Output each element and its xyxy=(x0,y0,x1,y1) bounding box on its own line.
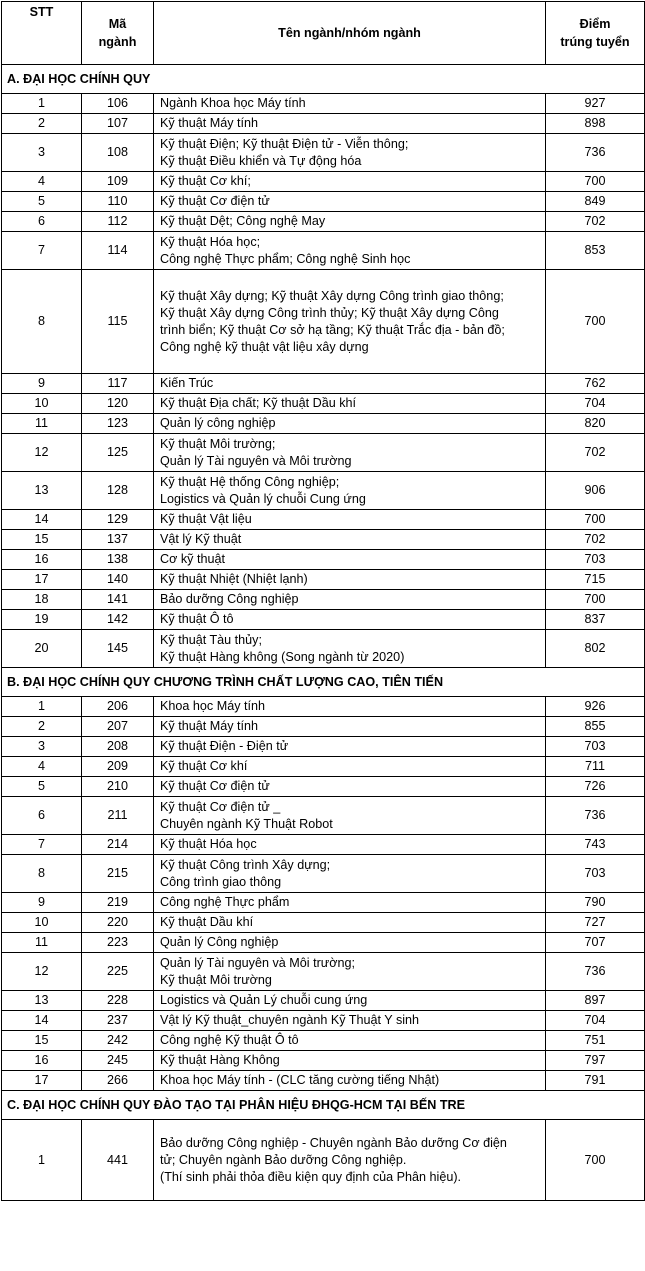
cell-major-name xyxy=(154,134,546,172)
major-name-line: Bảo dưỡng Công nghiệp xyxy=(160,592,299,606)
table-row xyxy=(2,394,645,414)
cell-score: 703 xyxy=(546,855,645,893)
cell-score: 898 xyxy=(546,114,645,134)
cell-major-name xyxy=(154,737,546,757)
cell-major-code: 117 xyxy=(82,374,154,394)
header-major-name: Tên ngành/nhóm ngành xyxy=(154,2,546,65)
major-name-line: Quản lý Tài nguyên và Môi trường; xyxy=(160,955,355,970)
table-row xyxy=(2,232,645,270)
table-row xyxy=(2,835,645,855)
cell-stt: 11 xyxy=(2,414,82,434)
cell-major-code: 110 xyxy=(82,192,154,212)
cell-major-code: 245 xyxy=(82,1051,154,1071)
major-name-line: Kỹ thuật Hóa học; xyxy=(160,234,261,249)
cell-major-code: 211 xyxy=(82,797,154,835)
major-name-line: Kỹ thuật Hệ thống Công nghiệp; xyxy=(160,474,340,489)
table-row xyxy=(2,114,645,134)
cell-score: 702 xyxy=(546,530,645,550)
cell-major-code: 114 xyxy=(82,232,154,270)
cell-major-code: 106 xyxy=(82,94,154,114)
table-row xyxy=(2,414,645,434)
cell-stt: 2 xyxy=(2,114,82,134)
table-row xyxy=(2,212,645,232)
table-row xyxy=(2,530,645,550)
cell-stt: 4 xyxy=(2,757,82,777)
cell-stt: 7 xyxy=(2,232,82,270)
cell-major-code: 207 xyxy=(82,717,154,737)
cell-score: 820 xyxy=(546,414,645,434)
cell-major-code: 441 xyxy=(82,1120,154,1201)
cell-major-name xyxy=(154,797,546,835)
cell-score: 715 xyxy=(546,570,645,590)
cell-score: 700 xyxy=(546,270,645,374)
cell-major-code: 266 xyxy=(82,1071,154,1091)
cell-major-name xyxy=(154,1011,546,1031)
cell-major-code: 223 xyxy=(82,933,154,953)
cell-score: 736 xyxy=(546,953,645,991)
cell-stt: 18 xyxy=(2,590,82,610)
major-name-line: Kỹ thuật Nhiệt (Nhiệt lạnh) xyxy=(160,572,308,586)
cell-stt: 5 xyxy=(2,192,82,212)
cell-score: 855 xyxy=(546,717,645,737)
major-name-line: Công nghệ kỹ thuật vật liệu xây dựng xyxy=(160,339,369,354)
cell-score: 797 xyxy=(546,1051,645,1071)
cell-major-name xyxy=(154,855,546,893)
cell-major-code: 128 xyxy=(82,472,154,510)
cell-stt: 2 xyxy=(2,717,82,737)
cell-stt: 9 xyxy=(2,374,82,394)
header-score-line: trúng tuyển xyxy=(560,35,630,49)
cell-stt: 15 xyxy=(2,1031,82,1051)
cell-stt: 10 xyxy=(2,913,82,933)
cell-major-code: 125 xyxy=(82,434,154,472)
table-row xyxy=(2,953,645,991)
cell-major-name xyxy=(154,777,546,797)
table-row xyxy=(2,1071,645,1091)
cell-major-name xyxy=(154,913,546,933)
major-name-line: Kỹ thuật Vật liệu xyxy=(160,512,252,526)
cell-major-code: 225 xyxy=(82,953,154,991)
cell-major-name xyxy=(154,212,546,232)
major-name-line: Công nghệ Thực phẩm xyxy=(160,895,290,909)
major-name-line: Kỹ thuật Ô tô xyxy=(160,612,234,626)
cell-major-name xyxy=(154,570,546,590)
cell-score: 751 xyxy=(546,1031,645,1051)
table-header-row xyxy=(2,2,645,65)
table-row xyxy=(2,1011,645,1031)
major-name-line: Cơ kỹ thuật xyxy=(160,552,225,566)
cell-major-code: 208 xyxy=(82,737,154,757)
cell-major-code: 109 xyxy=(82,172,154,192)
table-row xyxy=(2,777,645,797)
major-name-line: Chuyên ngành Kỹ Thuật Robot xyxy=(160,816,333,831)
cell-major-name xyxy=(154,1051,546,1071)
major-name-line: Công nghệ Thực phẩm; Công nghệ Sinh học xyxy=(160,251,411,266)
cell-score: 853 xyxy=(546,232,645,270)
cell-major-code: 215 xyxy=(82,855,154,893)
cell-major-name xyxy=(154,510,546,530)
cell-stt: 13 xyxy=(2,472,82,510)
cell-score: 703 xyxy=(546,737,645,757)
major-name-line: Logistics và Quản lý chuỗi Cung ứng xyxy=(160,491,366,506)
cell-stt: 7 xyxy=(2,835,82,855)
cell-score: 849 xyxy=(546,192,645,212)
major-name-line: Công trình giao thông xyxy=(160,874,282,889)
cell-score: 704 xyxy=(546,394,645,414)
cell-major-name xyxy=(154,414,546,434)
cell-major-code: 242 xyxy=(82,1031,154,1051)
cell-stt: 10 xyxy=(2,394,82,414)
cell-major-code: 145 xyxy=(82,630,154,668)
cell-stt: 3 xyxy=(2,737,82,757)
major-name-line: (Thí sinh phải thỏa điều kiện quy định của Phân hiệu). xyxy=(160,1169,462,1184)
cell-major-code: 141 xyxy=(82,590,154,610)
cell-stt: 19 xyxy=(2,610,82,630)
major-name-line: Ngành Khoa học Máy tính xyxy=(160,96,306,110)
cell-score: 702 xyxy=(546,434,645,472)
cell-major-name xyxy=(154,114,546,134)
table-row xyxy=(2,610,645,630)
table-row xyxy=(2,717,645,737)
table-row xyxy=(2,590,645,610)
major-name-line: Kỹ thuật Dầu khí xyxy=(160,915,254,929)
major-name-line: Kỹ thuật Xây dựng; Kỹ thuật Xây dựng Công trình giao thông; xyxy=(160,288,504,303)
table-row xyxy=(2,570,645,590)
cell-score: 897 xyxy=(546,991,645,1011)
cell-major-name xyxy=(154,933,546,953)
header-major-code xyxy=(82,2,154,65)
cell-major-code: 123 xyxy=(82,414,154,434)
cell-stt: 1 xyxy=(2,697,82,717)
table-row xyxy=(2,797,645,835)
cell-major-name xyxy=(154,1071,546,1091)
major-name-line: Kỹ thuật Máy tính xyxy=(160,116,259,130)
table-row xyxy=(2,991,645,1011)
cell-score: 736 xyxy=(546,134,645,172)
cell-score: 704 xyxy=(546,1011,645,1031)
cell-stt: 1 xyxy=(2,94,82,114)
table-row xyxy=(2,374,645,394)
cell-score: 707 xyxy=(546,933,645,953)
cell-stt: 8 xyxy=(2,270,82,374)
major-name-line: Kỹ thuật Công trình Xây dựng; xyxy=(160,857,331,872)
major-name-line: Kỹ thuật Xây dựng Công trình thủy; Kỹ thuật Xây dựng Công xyxy=(160,305,499,320)
cell-stt: 16 xyxy=(2,1051,82,1071)
cell-stt: 1 xyxy=(2,1120,82,1201)
cell-stt: 11 xyxy=(2,933,82,953)
major-name-line: Kỹ thuật Cơ điện tử xyxy=(160,194,270,208)
cell-score: 702 xyxy=(546,212,645,232)
cell-major-name xyxy=(154,232,546,270)
table-row xyxy=(2,510,645,530)
cell-stt: 16 xyxy=(2,550,82,570)
cell-major-code: 138 xyxy=(82,550,154,570)
header-score xyxy=(546,2,645,65)
table-row xyxy=(2,630,645,668)
section-header-row xyxy=(2,65,645,94)
cell-major-name xyxy=(154,550,546,570)
table-row xyxy=(2,737,645,757)
table-row xyxy=(2,550,645,570)
cell-major-name xyxy=(154,590,546,610)
cell-score: 711 xyxy=(546,757,645,777)
cell-major-name xyxy=(154,270,546,374)
table-row xyxy=(2,913,645,933)
major-name-line: Quản lý Tài nguyên và Môi trường xyxy=(160,453,352,468)
major-name-line: Vật lý Kỹ thuật_chuyên ngành Kỹ Thuật Y sinh xyxy=(160,1013,420,1027)
table-body xyxy=(2,65,645,1201)
header-score-line: Điểm xyxy=(579,17,611,31)
cell-major-name xyxy=(154,434,546,472)
cell-major-name xyxy=(154,94,546,114)
cell-major-code: 140 xyxy=(82,570,154,590)
major-name-line: Kỹ thuật Cơ khí xyxy=(160,759,248,773)
section-title: A. ĐẠI HỌC CHÍNH QUY xyxy=(2,65,645,94)
major-name-line: Kỹ thuật Cơ điện tử xyxy=(160,779,270,793)
cell-score: 802 xyxy=(546,630,645,668)
cell-major-code: 107 xyxy=(82,114,154,134)
table-row xyxy=(2,134,645,172)
cell-stt: 12 xyxy=(2,434,82,472)
header-major-code-line: Mã xyxy=(108,17,127,31)
major-name-line: Kỹ thuật Cơ điện tử _ xyxy=(160,799,281,814)
cell-stt: 17 xyxy=(2,570,82,590)
major-name-line: Kỹ thuật Địa chất; Kỹ thuật Dầu khí xyxy=(160,396,357,410)
major-name-line: Bảo dưỡng Công nghiệp - Chuyên ngành Bảo dưỡng Cơ điện xyxy=(160,1135,507,1150)
major-name-line: Kỹ thuật Cơ khí; xyxy=(160,174,251,188)
cell-major-code: 220 xyxy=(82,913,154,933)
table-row xyxy=(2,434,645,472)
cell-major-code: 142 xyxy=(82,610,154,630)
section-header-row xyxy=(2,1091,645,1120)
cell-score: 700 xyxy=(546,1120,645,1201)
major-name-line: Kỹ thuật Điện - Điện tử xyxy=(160,739,289,753)
section-title: B. ĐẠI HỌC CHÍNH QUY CHƯƠNG TRÌNH CHẤT LƯỢNG CAO, TIÊN TIẾN xyxy=(2,668,645,697)
cell-major-name xyxy=(154,1120,546,1201)
cell-major-name xyxy=(154,1031,546,1051)
table-row xyxy=(2,697,645,717)
table-row xyxy=(2,472,645,510)
major-name-line: Kỹ thuật Hàng không (Song ngành từ 2020) xyxy=(160,649,405,664)
header-stt: STT xyxy=(2,2,82,65)
cell-major-code: 129 xyxy=(82,510,154,530)
major-name-line: Công nghệ Kỹ thuật Ô tô xyxy=(160,1033,299,1047)
section-title: C. ĐẠI HỌC CHÍNH QUY ĐÀO TẠO TẠI PHÂN HIỆU ĐHQG-HCM TẠI BẾN TRE xyxy=(2,1091,645,1120)
cell-major-code: 210 xyxy=(82,777,154,797)
cell-major-name xyxy=(154,717,546,737)
cell-major-code: 120 xyxy=(82,394,154,414)
cell-major-code: 237 xyxy=(82,1011,154,1031)
cell-stt: 4 xyxy=(2,172,82,192)
admission-scores-table xyxy=(1,1,645,1201)
major-name-line: Kỹ thuật Điện; Kỹ thuật Điện tử - Viễn thông; xyxy=(160,136,409,151)
major-name-line: Kỹ thuật Tàu thủy; xyxy=(160,632,262,647)
cell-major-name xyxy=(154,630,546,668)
cell-major-name xyxy=(154,192,546,212)
cell-major-code: 206 xyxy=(82,697,154,717)
major-name-line: tử; Chuyên ngành Bảo dưỡng Công nghiệp. xyxy=(160,1152,407,1167)
cell-stt: 13 xyxy=(2,991,82,1011)
table-row xyxy=(2,94,645,114)
cell-major-name xyxy=(154,610,546,630)
major-name-line: Kỹ thuật Môi trường xyxy=(160,972,272,987)
cell-major-code: 219 xyxy=(82,893,154,913)
cell-stt: 20 xyxy=(2,630,82,668)
cell-major-name xyxy=(154,835,546,855)
cell-score: 727 xyxy=(546,913,645,933)
major-name-line: Kỹ thuật Môi trường; xyxy=(160,436,276,451)
cell-major-name xyxy=(154,374,546,394)
major-name-line: Kỹ thuật Hóa học xyxy=(160,837,257,851)
cell-stt: 9 xyxy=(2,893,82,913)
cell-major-name xyxy=(154,991,546,1011)
cell-major-name xyxy=(154,394,546,414)
cell-stt: 8 xyxy=(2,855,82,893)
major-name-line: Kiến Trúc xyxy=(160,376,214,390)
cell-major-code: 137 xyxy=(82,530,154,550)
cell-score: 926 xyxy=(546,697,645,717)
cell-major-code: 108 xyxy=(82,134,154,172)
cell-stt: 6 xyxy=(2,212,82,232)
cell-stt: 14 xyxy=(2,1011,82,1031)
cell-stt: 17 xyxy=(2,1071,82,1091)
cell-major-name xyxy=(154,757,546,777)
cell-score: 736 xyxy=(546,797,645,835)
cell-major-code: 228 xyxy=(82,991,154,1011)
major-name-line: Kỹ thuật Hàng Không xyxy=(160,1053,280,1067)
cell-score: 791 xyxy=(546,1071,645,1091)
table-row xyxy=(2,893,645,913)
cell-major-name xyxy=(154,530,546,550)
cell-major-name xyxy=(154,172,546,192)
cell-stt: 12 xyxy=(2,953,82,991)
cell-major-name xyxy=(154,893,546,913)
major-name-line: Quản lý công nghiệp xyxy=(160,416,276,430)
cell-major-code: 112 xyxy=(82,212,154,232)
cell-score: 700 xyxy=(546,172,645,192)
cell-score: 703 xyxy=(546,550,645,570)
table-row xyxy=(2,192,645,212)
cell-score: 906 xyxy=(546,472,645,510)
table-row xyxy=(2,1031,645,1051)
cell-major-name xyxy=(154,953,546,991)
cell-major-name xyxy=(154,472,546,510)
major-name-line: Kỹ thuật Dệt; Công nghệ May xyxy=(160,214,326,228)
cell-stt: 14 xyxy=(2,510,82,530)
table-row xyxy=(2,1120,645,1201)
major-name-line: Khoa học Máy tính xyxy=(160,699,266,713)
cell-stt: 15 xyxy=(2,530,82,550)
major-name-line: Khoa học Máy tính - (CLC tăng cường tiếng Nhật) xyxy=(160,1073,440,1087)
cell-score: 700 xyxy=(546,590,645,610)
cell-major-code: 115 xyxy=(82,270,154,374)
major-name-line: Quản lý Công nghiệp xyxy=(160,935,279,949)
table-row xyxy=(2,1051,645,1071)
cell-score: 743 xyxy=(546,835,645,855)
cell-score: 700 xyxy=(546,510,645,530)
table-row xyxy=(2,933,645,953)
cell-score: 762 xyxy=(546,374,645,394)
header-major-code-line: ngành xyxy=(98,35,137,49)
table-row xyxy=(2,270,645,374)
major-name-line: Kỹ thuật Máy tính xyxy=(160,719,259,733)
cell-score: 837 xyxy=(546,610,645,630)
cell-major-code: 214 xyxy=(82,835,154,855)
section-header-row xyxy=(2,668,645,697)
table-row xyxy=(2,757,645,777)
table-row xyxy=(2,172,645,192)
cell-stt: 6 xyxy=(2,797,82,835)
cell-stt: 5 xyxy=(2,777,82,797)
major-name-line: Kỹ thuật Điều khiển và Tự động hóa xyxy=(160,153,362,168)
table-row xyxy=(2,855,645,893)
cell-major-name xyxy=(154,697,546,717)
major-name-line: Logistics và Quản Lý chuỗi cung ứng xyxy=(160,993,368,1007)
cell-major-code: 209 xyxy=(82,757,154,777)
cell-score: 790 xyxy=(546,893,645,913)
major-name-line: trình biển; Kỹ thuật Cơ sở hạ tầng; Kỹ thuật Trắc địa - bản đồ; xyxy=(160,322,505,337)
major-name-line: Vật lý Kỹ thuật xyxy=(160,532,242,546)
cell-stt: 3 xyxy=(2,134,82,172)
cell-score: 927 xyxy=(546,94,645,114)
cell-score: 726 xyxy=(546,777,645,797)
